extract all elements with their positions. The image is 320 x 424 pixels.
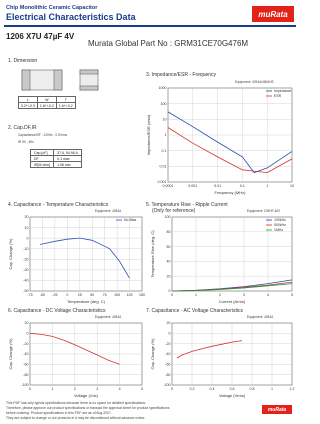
x-tick-label: 1 [51,387,54,391]
x-tick-label: 0 [29,387,31,391]
y-tick-label: 0 [26,331,29,336]
legend-label: 1MHz [274,228,284,232]
y-tick-label: 0.001 [157,180,167,185]
capdf-label: Cap.[uF] [31,150,54,156]
legend-label: Impedance [274,89,292,93]
part-code: 1206 X7U 47µF 4V [6,32,75,41]
y-tick-label: -100 [163,383,171,388]
x-tick-label: 0.1 [239,184,245,188]
capdf-table [30,149,82,168]
y-tick-label: -60 [23,362,29,367]
ir-condition: IR 5V , 60s [18,140,34,144]
x-tick-label: 4 [267,293,269,297]
y-tick-label: 20 [166,321,171,326]
dim-header-t: T [56,97,75,103]
dim-value-l: 3.2+/-0.3 [19,103,38,109]
plot-area [30,217,142,291]
y-tick-label: -20 [23,257,29,262]
y-tick-label: 0.1 [161,148,167,153]
impedance-chart [146,84,296,196]
y-tick-label: 100 [160,101,167,106]
x-tick-label: 150 [139,293,145,297]
x-tick-label: 1 [266,184,269,188]
y-tick-label: -40 [23,352,29,357]
x-tick-label: -75 [27,293,33,297]
x-tick-label: 125 [126,293,133,297]
capdf-label: IR[M ohm] [31,162,54,168]
temperature-chart [8,213,146,305]
y-tick-label: -50 [23,289,29,294]
x-axis-label: Voltage (Vdc) [73,393,99,398]
y-tick-label: -40 [165,352,171,357]
x-axis-label: Temperature (deg. C) [66,299,106,304]
x-tick-label: 4 [118,387,121,391]
x-tick-label: -50 [39,293,46,297]
dim-value-t: 1.6+/-0.2 [56,103,75,109]
x-tick-label: 1 [195,293,197,297]
y-axis-label: Impedance/ESR (ohm) [146,114,151,156]
header-divider [4,25,296,27]
x-tick-label: 1.2 [289,387,295,391]
section-ac-title: 7. Capacitance - AC Voltage Characteristics [146,308,243,314]
x-tick-label: 50 [90,293,95,297]
y-tick-label: 20 [24,215,29,220]
y-axis-label: Cap. Change (%) [8,338,13,370]
y-tick-label: -80 [23,372,29,377]
section-dimension-title: 1. Dimension [8,58,38,64]
x-tick-label: 0 [66,293,69,297]
capdf-value: 1.06 min [54,162,82,168]
section-dc-title: 6. Capacitance - DC Voltage Characteristics [8,308,106,314]
footer-note: before ordering. Product specifications in this PDF are as of Aug.2007. [6,411,112,415]
dimension-drawing [18,66,138,96]
x-tick-label: 0.01 [214,184,222,188]
y-tick-label: 40 [166,259,171,264]
ac-equipment: Equipment: 4284A [247,315,274,319]
temp-equipment: Equipment: 4284A [95,209,122,213]
ripple-chart [150,213,296,305]
y-tick-label: 20 [24,321,29,326]
x-tick-label: 0.6 [229,387,235,391]
x-tick-label: 1 [271,387,273,391]
y-tick-label: 1 [164,133,167,138]
y-tick-label: -30 [23,268,29,273]
y-tick-label: 10 [162,117,167,122]
capdf-value: 0.1 max [54,156,82,162]
x-axis-label: Current (Arms) [218,299,246,304]
footer-note: This PDF has only typical specifications because there is no space for detailed specifications. [6,401,147,405]
ac-voltage-chart [150,319,296,399]
footer-note: Therefore, please approve our product specifications or transact the approval sheet for product specifications [6,406,170,410]
x-tick-label: 10 [290,184,294,188]
capdf-condition: Capacitance/DF : 120Hz , 0.5Vrms [18,133,68,137]
x-tick-label: 0 [171,387,173,391]
x-tick-label: 0.0001 [162,184,174,188]
section-capdf-title: 2. Cap.DF,IR [8,125,37,131]
x-axis-label: Voltage (Vrms) [218,393,246,398]
page-title: Electrical Characteristics Data [6,12,136,22]
ripple-equipment: Equipment: CWHF-400 [247,209,280,213]
x-tick-label: 25 [77,293,82,297]
x-tick-label: 75 [102,293,107,297]
x-tick-label: 2 [219,293,221,297]
y-tick-label: -40 [23,278,29,283]
capdf-value: 37.6, 54.96 A [54,150,82,156]
y-tick-label: 0.01 [159,164,167,169]
y-tick-label: 80 [166,230,171,234]
dc-equipment: Equipment: 4284A [95,315,122,319]
y-tick-label: -20 [23,341,29,346]
section-impedance-title: 3. Impedance/ESR - Frequency [146,72,217,78]
y-tick-label: 20 [166,274,171,279]
y-axis-label: Cap. Change (%) [150,338,155,370]
y-tick-label: -100 [21,383,29,388]
section-ripple-subtitle: (Only for reference) [152,208,196,214]
y-axis-label: Temperature Rise (deg. C) [150,230,155,278]
legend-label: No Bias [124,218,137,222]
x-axis-label: Frequency (MHz) [214,190,246,195]
x-tick-label: 100 [114,293,121,297]
y-tick-label: -10 [23,246,29,251]
y-axis-label: Cap. Change (%) [8,238,13,270]
x-tick-label: -25 [52,293,58,297]
x-tick-label: 5 [141,387,143,391]
y-tick-label: 0 [26,236,29,241]
y-tick-label: 10 [24,225,29,230]
legend-label: 500kHz [274,223,286,227]
dc-voltage-chart [8,319,146,399]
x-tick-label: 0 [171,293,173,297]
legend-label: 100kHz [274,218,286,222]
global-part-number: Murata Global Part No : GRM31CE70G476M [88,39,249,48]
y-tick-label: 0 [168,289,171,294]
dim-header-l: L [19,97,38,103]
section-temp-title: 4. Capacitance - Temperature Characteristics [8,202,109,208]
murata-logo: muRata [252,6,294,22]
x-tick-label: 2 [73,387,76,391]
section-ripple-title: 5. Temperature Rise - Ripple Current [146,202,228,208]
footer-note: They are subject to change or our products in it may be discontinued without advance notice. [6,416,146,420]
dim-header-w: W [37,97,56,103]
footer-murata-logo: muRata [262,405,292,414]
header-subtitle: Chip Monolithic Ceramic Capacitor [6,5,98,11]
y-tick-label: 60 [166,244,171,249]
impedance-equipment: Equipment: 4294A/4804HS [235,80,274,84]
x-tick-label: 0.8 [249,387,255,391]
y-tick-label: -80 [165,372,171,377]
y-tick-label: 100 [164,215,171,220]
x-tick-label: 0.4 [209,387,215,391]
capdf-label: DF [31,156,54,162]
x-tick-label: 3 [96,387,99,391]
dim-value-w: 1.6+/-0.2 [37,103,56,109]
x-tick-label: 0.2 [189,387,195,391]
legend-label: ESR [274,94,282,98]
x-tick-label: 0.001 [188,184,198,188]
x-tick-label: 5 [291,293,293,297]
y-tick-label: -60 [165,362,171,367]
y-tick-label: -20 [165,341,171,346]
y-tick-label: 0 [168,331,171,336]
y-tick-label: 1000 [158,86,167,91]
dimension-table [18,96,76,109]
x-tick-label: 3 [243,293,245,297]
